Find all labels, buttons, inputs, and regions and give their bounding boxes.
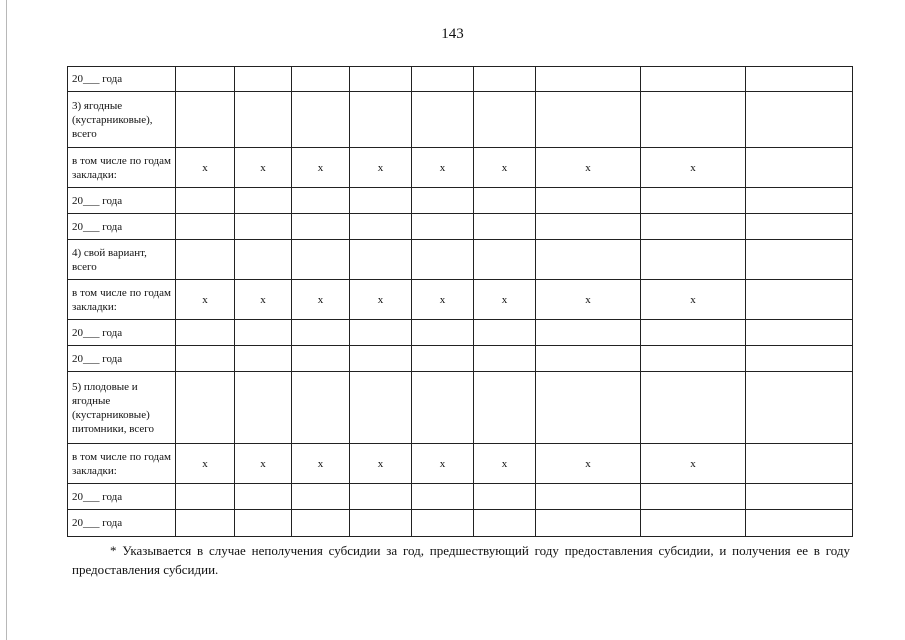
empty-cell (412, 92, 474, 148)
empty-cell (350, 240, 412, 280)
not-applicable-mark: x (350, 148, 412, 188)
empty-cell (641, 240, 746, 280)
empty-cell (474, 92, 536, 148)
table-row (68, 92, 853, 148)
table-row (68, 444, 853, 484)
year-row-label: 20___ года (68, 346, 176, 372)
empty-cell (746, 148, 853, 188)
empty-cell (641, 214, 746, 240)
empty-cell (235, 372, 292, 444)
not-applicable-mark: x (235, 444, 292, 484)
page-number: 143 (441, 26, 464, 42)
empty-cell (350, 484, 412, 510)
not-applicable-mark: x (292, 148, 350, 188)
not-applicable-mark: x (176, 280, 235, 320)
table-row (68, 280, 853, 320)
year-row-label: 20___ года (68, 510, 176, 537)
subsidy-table (67, 66, 853, 537)
not-applicable-mark: x (641, 280, 746, 320)
empty-cell (350, 346, 412, 372)
empty-cell (474, 188, 536, 214)
year-row-label: 20___ года (68, 188, 176, 214)
empty-cell (746, 280, 853, 320)
empty-cell (176, 188, 235, 214)
empty-cell (292, 320, 350, 346)
empty-cell (412, 372, 474, 444)
empty-cell (412, 484, 474, 510)
table-row (68, 188, 853, 214)
group-row-label: 3) ягодные (кустарниковые), всего (68, 92, 176, 148)
empty-cell (536, 320, 641, 346)
table-row (68, 484, 853, 510)
not-applicable-mark: x (474, 148, 536, 188)
empty-cell (292, 67, 350, 92)
empty-cell (412, 214, 474, 240)
empty-cell (235, 510, 292, 537)
table-row (68, 214, 853, 240)
not-applicable-mark: x (536, 444, 641, 484)
empty-cell (292, 240, 350, 280)
year-row-label: 20___ года (68, 320, 176, 346)
empty-cell (412, 67, 474, 92)
empty-cell (746, 67, 853, 92)
empty-cell (176, 320, 235, 346)
empty-cell (292, 214, 350, 240)
table-row (68, 240, 853, 280)
table-row (68, 372, 853, 444)
empty-cell (412, 346, 474, 372)
scan-edge-line (6, 0, 7, 640)
empty-cell (412, 510, 474, 537)
not-applicable-mark: x (412, 148, 474, 188)
empty-cell (292, 188, 350, 214)
table-row (68, 67, 853, 92)
empty-cell (641, 346, 746, 372)
empty-cell (536, 484, 641, 510)
empty-cell (176, 484, 235, 510)
empty-cell (536, 372, 641, 444)
empty-cell (641, 67, 746, 92)
empty-cell (412, 240, 474, 280)
empty-cell (474, 484, 536, 510)
not-applicable-mark: x (235, 148, 292, 188)
empty-cell (292, 372, 350, 444)
empty-cell (536, 67, 641, 92)
empty-cell (412, 188, 474, 214)
empty-cell (536, 214, 641, 240)
not-applicable-mark: x (641, 444, 746, 484)
empty-cell (641, 510, 746, 537)
not-applicable-mark: x (350, 280, 412, 320)
empty-cell (350, 372, 412, 444)
not-applicable-mark: x (412, 280, 474, 320)
empty-cell (746, 510, 853, 537)
empty-cell (746, 444, 853, 484)
empty-cell (474, 214, 536, 240)
empty-cell (235, 346, 292, 372)
empty-cell (350, 214, 412, 240)
empty-cell (292, 346, 350, 372)
empty-cell (746, 346, 853, 372)
empty-cell (641, 484, 746, 510)
not-applicable-mark: x (350, 444, 412, 484)
empty-cell (746, 240, 853, 280)
year-row-label: 20___ года (68, 214, 176, 240)
empty-cell (350, 188, 412, 214)
not-applicable-mark: x (292, 444, 350, 484)
breakdown-row-label: в том числе по годам закладки: (68, 148, 176, 188)
empty-cell (536, 188, 641, 214)
not-applicable-mark: x (292, 280, 350, 320)
empty-cell (746, 372, 853, 444)
not-applicable-mark: x (536, 148, 641, 188)
not-applicable-mark: x (176, 148, 235, 188)
empty-cell (176, 372, 235, 444)
empty-cell (746, 188, 853, 214)
empty-cell (474, 372, 536, 444)
year-row-label: 20___ года (68, 67, 176, 92)
empty-cell (746, 214, 853, 240)
empty-cell (536, 92, 641, 148)
empty-cell (176, 240, 235, 280)
empty-cell (746, 320, 853, 346)
not-applicable-mark: x (412, 444, 474, 484)
breakdown-row-label: в том числе по годам закладки: (68, 444, 176, 484)
empty-cell (176, 346, 235, 372)
breakdown-row-label: в том числе по годам закладки: (68, 280, 176, 320)
not-applicable-mark: x (536, 280, 641, 320)
year-row-label: 20___ года (68, 484, 176, 510)
empty-cell (235, 67, 292, 92)
group-row-label: 4) свой вариант, всего (68, 240, 176, 280)
empty-cell (474, 67, 536, 92)
empty-cell (641, 320, 746, 346)
empty-cell (292, 484, 350, 510)
table-row (68, 320, 853, 346)
empty-cell (235, 92, 292, 148)
empty-cell (292, 510, 350, 537)
empty-cell (474, 320, 536, 346)
empty-cell (176, 214, 235, 240)
not-applicable-mark: x (474, 444, 536, 484)
group-row-label: 5) плодовые и ягодные (кустарниковые) питомники, всего (68, 372, 176, 444)
empty-cell (350, 67, 412, 92)
table-row (68, 510, 853, 537)
footnote: * Указывается в случае неполучения субсидии за год, предшествующий году предоставления субсидии, и получения ее в году предоставления субсидии. (72, 543, 850, 577)
empty-cell (474, 510, 536, 537)
empty-cell (746, 484, 853, 510)
table-row (68, 148, 853, 188)
empty-cell (235, 484, 292, 510)
not-applicable-mark: x (235, 280, 292, 320)
empty-cell (235, 240, 292, 280)
empty-cell (292, 92, 350, 148)
empty-cell (350, 92, 412, 148)
empty-cell (641, 188, 746, 214)
empty-cell (536, 510, 641, 537)
empty-cell (176, 510, 235, 537)
empty-cell (176, 92, 235, 148)
empty-cell (641, 92, 746, 148)
empty-cell (474, 346, 536, 372)
empty-cell (641, 372, 746, 444)
table-row (68, 346, 853, 372)
empty-cell (412, 320, 474, 346)
not-applicable-mark: x (641, 148, 746, 188)
not-applicable-mark: x (176, 444, 235, 484)
empty-cell (746, 92, 853, 148)
empty-cell (235, 188, 292, 214)
empty-cell (350, 320, 412, 346)
empty-cell (235, 320, 292, 346)
empty-cell (474, 240, 536, 280)
empty-cell (536, 240, 641, 280)
empty-cell (350, 510, 412, 537)
empty-cell (235, 214, 292, 240)
not-applicable-mark: x (474, 280, 536, 320)
empty-cell (536, 346, 641, 372)
empty-cell (176, 67, 235, 92)
